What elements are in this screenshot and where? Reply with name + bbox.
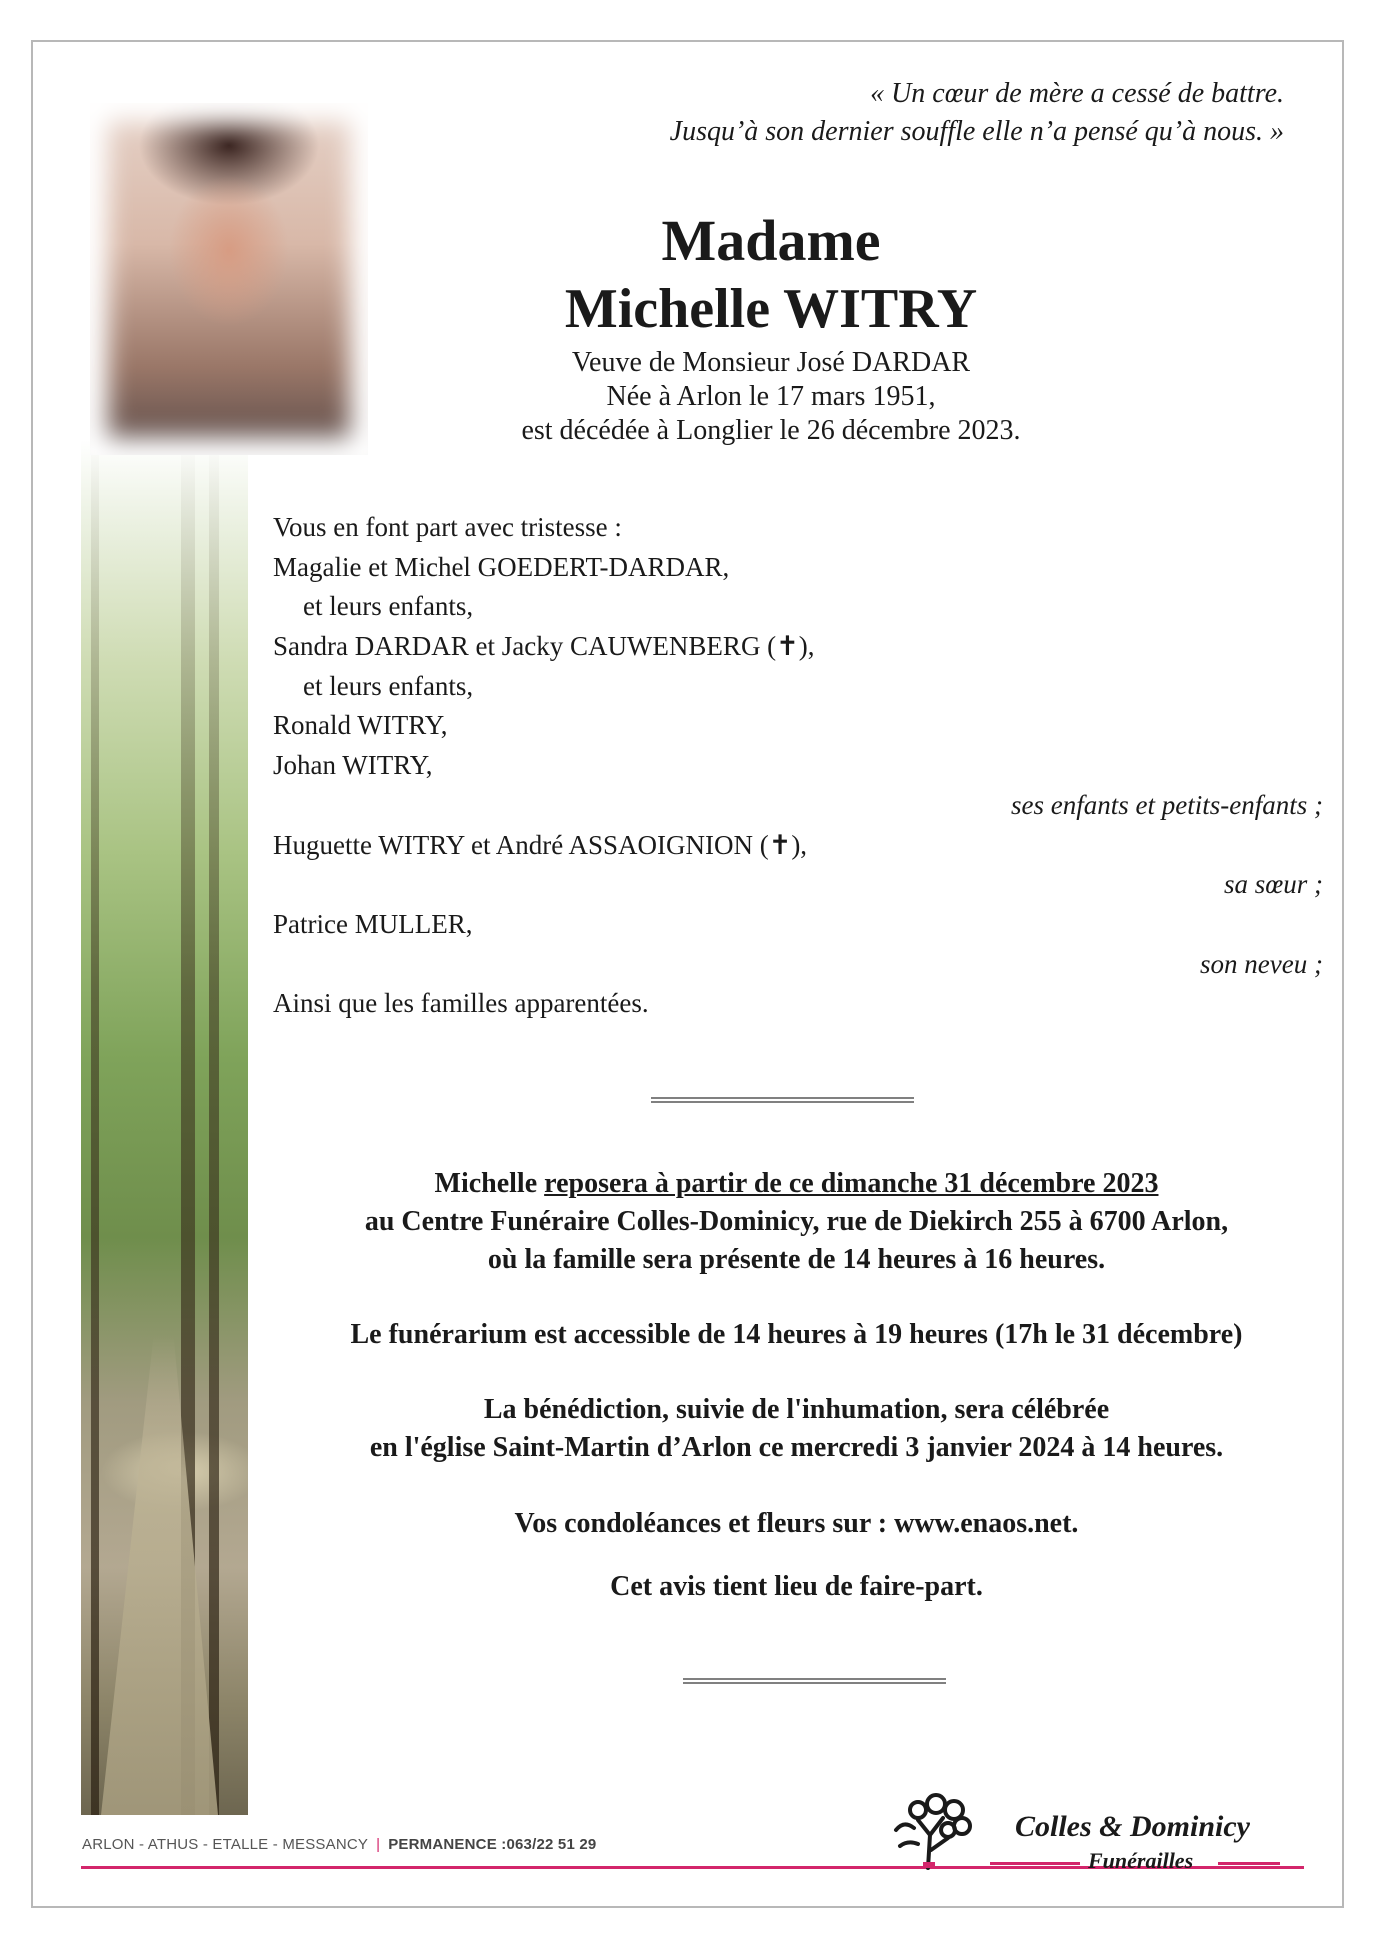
family-member-line: Huguette WITRY et André ASSAOIGNION (✝),	[273, 829, 808, 860]
portrait-photo	[90, 103, 368, 455]
death-line: est décédée à Longlier le 26 décembre 2023.	[521, 415, 1021, 446]
visitation-line-3: où la famille sera présente de 14 heures à 16 heures.	[487, 1244, 1106, 1275]
family-member-line: Vous en font part avec tristesse :	[273, 512, 622, 542]
permanence-phone: 063/22 51 29	[506, 1836, 597, 1853]
birth-line: Née à Arlon le 17 mars 1951,	[606, 381, 936, 412]
civility-title: Madame	[661, 208, 881, 273]
funeral-home-hours: Le funérarium est accessible de 14 heures à 19 heures (17h le 31 décembre)	[350, 1319, 1243, 1350]
family-member-line: Sandra DARDAR et Jacky CAUWENBERG (✝),	[273, 631, 815, 662]
logo-subtitle: Funérailles	[1088, 1848, 1194, 1873]
forest-path	[101, 1335, 218, 1815]
tree-trunk	[91, 440, 99, 1815]
family-list	[273, 508, 1323, 1024]
family-member-line: Ronald WITRY,	[273, 710, 448, 741]
condolences-line: Vos condoléances et fleurs sur : www.enaos.net.	[514, 1508, 1079, 1539]
visitation-date: reposera à partir de ce dimanche 31 décembre 2023	[544, 1168, 1159, 1199]
forest-path-image	[81, 440, 248, 1815]
visitation-line-1	[270, 1165, 1323, 1203]
first-name: Michelle	[434, 1168, 538, 1199]
separator-line	[683, 1678, 946, 1684]
logo-accent-line	[1218, 1862, 1280, 1865]
ceremony-line-2: en l'église Saint-Martin d’Arlon ce mercredi 3 janvier 2024 à 14 heures.	[369, 1432, 1224, 1463]
family-member-line: Patrice MULLER,	[273, 908, 473, 939]
family-member-line: Johan WITRY,	[273, 750, 433, 781]
tree-icon	[888, 1790, 998, 1870]
footer-locations: ARLON - ATHUS - ETALLE - MESSANCY	[82, 1836, 369, 1853]
quote-line: « Un cœur de mère a cessé de battre.	[870, 78, 1284, 109]
ceremony-line-1: La bénédiction, suivie de l'inhumation, sera célébrée	[483, 1394, 1110, 1425]
logo-name: Colles & Dominicy	[1015, 1810, 1250, 1843]
footer-info	[82, 1836, 596, 1853]
widow-line: Veuve de Monsieur José DARDAR	[571, 347, 971, 378]
memorial-quote	[670, 75, 1284, 151]
tree-trunk	[209, 440, 219, 1815]
family-member-line: et leurs enfants,	[303, 591, 474, 622]
logo-accent-line	[990, 1862, 1080, 1865]
notice-line: Cet avis tient lieu de faire-part.	[610, 1571, 983, 1602]
relation-line: ses enfants et petits-enfants ;	[1011, 789, 1323, 820]
footer-separator: |	[376, 1836, 381, 1853]
family-member-line: Ainsi que les familles apparentées.	[273, 988, 649, 1019]
deceased-details	[440, 346, 1102, 448]
family-member-line: et leurs enfants,	[303, 670, 474, 701]
separator-line	[651, 1097, 914, 1103]
relation-line: sa sœur ;	[1223, 869, 1323, 900]
ceremony-block	[270, 1391, 1323, 1467]
permanence-label: PERMANENCE :	[388, 1836, 507, 1853]
quote-line: Jusqu’à son dernier souffle elle n’a pensé qu’à nous. »	[669, 116, 1284, 147]
visitation-line-2: au Centre Funéraire Colles-Dominicy, rue de Diekirch 255 à 6700 Arlon,	[364, 1206, 1229, 1237]
relation-line: son neveu ;	[1200, 948, 1323, 979]
visitation-block	[270, 1165, 1323, 1279]
deceased-name: Michelle WITRY	[564, 278, 978, 340]
family-member-line: Magalie et Michel GOEDERT-DARDAR,	[273, 551, 730, 582]
